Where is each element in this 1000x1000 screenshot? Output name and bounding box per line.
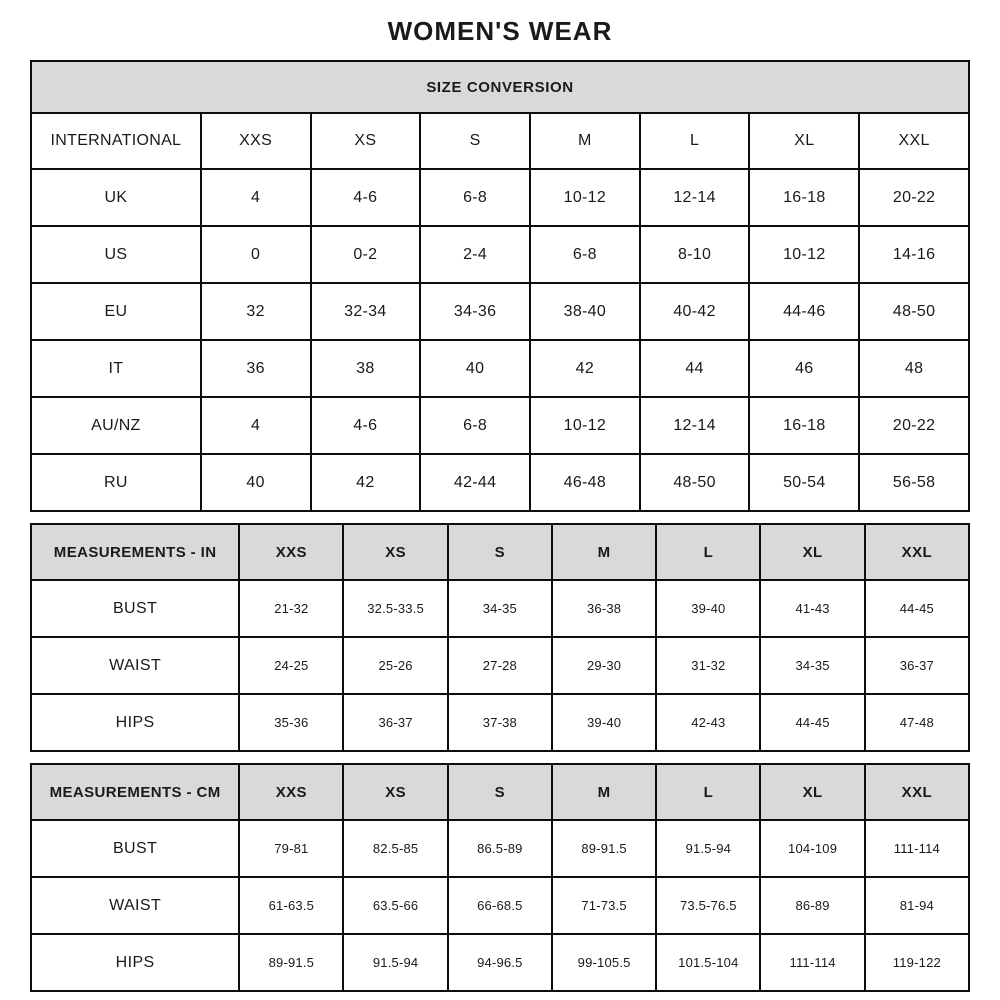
value-cell: 38-40 <box>530 283 640 340</box>
value-cell: 63.5-66 <box>343 877 447 934</box>
size-conversion-title-row <box>31 61 969 113</box>
size-header-cell: S <box>448 524 552 580</box>
table-row <box>31 877 969 934</box>
size-header-cell: S <box>448 764 552 820</box>
value-cell: 42-43 <box>656 694 760 751</box>
table-row <box>31 169 969 226</box>
table-row <box>31 397 969 454</box>
value-cell: 40 <box>420 340 530 397</box>
value-cell: 6-8 <box>530 226 640 283</box>
size-header-cell: XXL <box>859 113 969 169</box>
value-cell: 27-28 <box>448 637 552 694</box>
value-cell: 34-35 <box>448 580 552 637</box>
value-cell: 4 <box>201 169 311 226</box>
value-cell: 32.5-33.5 <box>343 580 447 637</box>
measurements-in-header-row <box>31 524 969 580</box>
table-row <box>31 694 969 751</box>
value-cell: 89-91.5 <box>552 820 656 877</box>
value-cell: 79-81 <box>239 820 343 877</box>
size-header-cell: M <box>552 764 656 820</box>
value-cell: 61-63.5 <box>239 877 343 934</box>
value-cell: 56-58 <box>859 454 969 511</box>
value-cell: 71-73.5 <box>552 877 656 934</box>
value-cell: 36-37 <box>343 694 447 751</box>
value-cell: 32-34 <box>311 283 421 340</box>
size-header-cell: XS <box>343 764 447 820</box>
size-header-cell: XXL <box>865 764 969 820</box>
table-row <box>31 580 969 637</box>
value-cell: 6-8 <box>420 169 530 226</box>
value-cell: 81-94 <box>865 877 969 934</box>
value-cell: 10-12 <box>749 226 859 283</box>
value-cell: 44-45 <box>760 694 864 751</box>
value-cell: 86-89 <box>760 877 864 934</box>
value-cell: 44 <box>640 340 750 397</box>
header-label: INTERNATIONAL <box>31 113 201 169</box>
row-label: EU <box>31 283 201 340</box>
value-cell: 42 <box>530 340 640 397</box>
size-conversion-title: SIZE CONVERSION <box>31 61 969 113</box>
size-header-cell: XXS <box>239 524 343 580</box>
value-cell: 44-45 <box>865 580 969 637</box>
value-cell: 99-105.5 <box>552 934 656 991</box>
value-cell: 12-14 <box>640 169 750 226</box>
value-cell: 111-114 <box>760 934 864 991</box>
value-cell: 39-40 <box>656 580 760 637</box>
measurements-cm-title: MEASUREMENTS - CM <box>31 764 239 820</box>
measurements-cm-header-row <box>31 764 969 820</box>
value-cell: 36 <box>201 340 311 397</box>
value-cell: 16-18 <box>749 397 859 454</box>
value-cell: 16-18 <box>749 169 859 226</box>
value-cell: 47-48 <box>865 694 969 751</box>
size-header-cell: L <box>656 764 760 820</box>
value-cell: 101.5-104 <box>656 934 760 991</box>
value-cell: 21-32 <box>239 580 343 637</box>
value-cell: 29-30 <box>552 637 656 694</box>
table-row <box>31 820 969 877</box>
value-cell: 42 <box>311 454 421 511</box>
value-cell: 0-2 <box>311 226 421 283</box>
value-cell: 41-43 <box>760 580 864 637</box>
value-cell: 31-32 <box>656 637 760 694</box>
value-cell: 24-25 <box>239 637 343 694</box>
size-header-cell: XS <box>343 524 447 580</box>
value-cell: 2-4 <box>420 226 530 283</box>
size-header-cell: S <box>420 113 530 169</box>
value-cell: 12-14 <box>640 397 750 454</box>
row-label: HIPS <box>31 694 239 751</box>
value-cell: 10-12 <box>530 397 640 454</box>
value-cell: 4 <box>201 397 311 454</box>
value-cell: 89-91.5 <box>239 934 343 991</box>
value-cell: 20-22 <box>859 397 969 454</box>
value-cell: 50-54 <box>749 454 859 511</box>
row-label: WAIST <box>31 877 239 934</box>
size-header-cell: XL <box>760 764 864 820</box>
value-cell: 119-122 <box>865 934 969 991</box>
page-title: WOMEN'S WEAR <box>387 16 613 46</box>
value-cell: 48-50 <box>640 454 750 511</box>
value-cell: 36-38 <box>552 580 656 637</box>
row-label: US <box>31 226 201 283</box>
table-row <box>31 454 969 511</box>
size-header-cell: XL <box>749 113 859 169</box>
value-cell: 94-96.5 <box>448 934 552 991</box>
value-cell: 36-37 <box>865 637 969 694</box>
row-label: RU <box>31 454 201 511</box>
value-cell: 111-114 <box>865 820 969 877</box>
value-cell: 86.5-89 <box>448 820 552 877</box>
size-header-cell: XS <box>311 113 421 169</box>
value-cell: 44-46 <box>749 283 859 340</box>
value-cell: 8-10 <box>640 226 750 283</box>
value-cell: 46 <box>749 340 859 397</box>
size-header-cell: XXS <box>239 764 343 820</box>
measurements-in-body <box>31 524 969 751</box>
row-label: IT <box>31 340 201 397</box>
value-cell: 42-44 <box>420 454 530 511</box>
measurements-in-table <box>30 523 970 752</box>
value-cell: 4-6 <box>311 169 421 226</box>
value-cell: 37-38 <box>448 694 552 751</box>
size-header-cell: M <box>552 524 656 580</box>
value-cell: 40 <box>201 454 311 511</box>
value-cell: 34-36 <box>420 283 530 340</box>
row-label: WAIST <box>31 637 239 694</box>
value-cell: 91.5-94 <box>656 820 760 877</box>
value-cell: 40-42 <box>640 283 750 340</box>
value-cell: 104-109 <box>760 820 864 877</box>
value-cell: 10-12 <box>530 169 640 226</box>
size-header-cell: XL <box>760 524 864 580</box>
size-header-cell: XXL <box>865 524 969 580</box>
value-cell: 35-36 <box>239 694 343 751</box>
value-cell: 66-68.5 <box>448 877 552 934</box>
size-header-cell: M <box>530 113 640 169</box>
table-row <box>31 637 969 694</box>
table-row <box>31 340 969 397</box>
value-cell: 14-16 <box>859 226 969 283</box>
table-row <box>31 283 969 340</box>
value-cell: 32 <box>201 283 311 340</box>
row-label: UK <box>31 169 201 226</box>
value-cell: 25-26 <box>343 637 447 694</box>
value-cell: 82.5-85 <box>343 820 447 877</box>
size-header-row <box>31 113 969 169</box>
table-row <box>31 226 969 283</box>
value-cell: 0 <box>201 226 311 283</box>
measurements-cm-table <box>30 763 970 992</box>
row-label: BUST <box>31 580 239 637</box>
value-cell: 34-35 <box>760 637 864 694</box>
value-cell: 91.5-94 <box>343 934 447 991</box>
value-cell: 73.5-76.5 <box>656 877 760 934</box>
value-cell: 48-50 <box>859 283 969 340</box>
value-cell: 6-8 <box>420 397 530 454</box>
size-conversion-body <box>31 61 969 511</box>
value-cell: 39-40 <box>552 694 656 751</box>
value-cell: 48 <box>859 340 969 397</box>
measurements-cm-body <box>31 764 969 991</box>
value-cell: 46-48 <box>530 454 640 511</box>
size-conversion-table <box>30 60 970 512</box>
table-row <box>31 934 969 991</box>
value-cell: 38 <box>311 340 421 397</box>
row-label: HIPS <box>31 934 239 991</box>
value-cell: 4-6 <box>311 397 421 454</box>
size-header-cell: L <box>640 113 750 169</box>
measurements-in-title: MEASUREMENTS - IN <box>31 524 239 580</box>
row-label: BUST <box>31 820 239 877</box>
size-header-cell: L <box>656 524 760 580</box>
size-header-cell: XXS <box>201 113 311 169</box>
value-cell: 20-22 <box>859 169 969 226</box>
row-label: AU/NZ <box>31 397 201 454</box>
